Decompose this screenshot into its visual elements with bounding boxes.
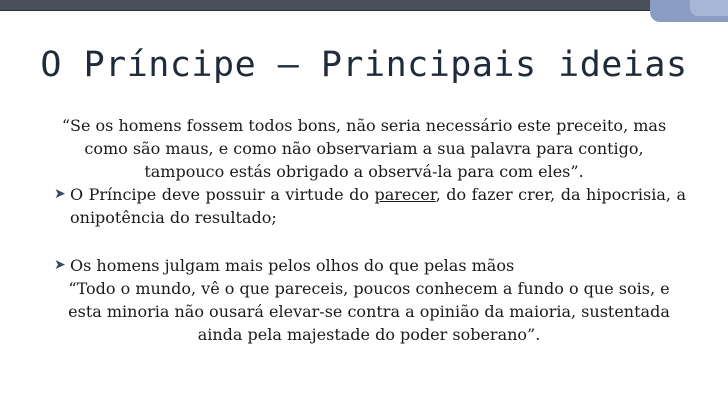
- slide-content: [0, 114, 728, 346]
- bullet-item-1: [0, 183, 728, 229]
- bullet-1-text-after: , do fazer crer, da hipocrisia, a onipotência do resultado;: [70, 185, 687, 227]
- quote-2-line-2: esta minoria não ousará elevar-se contra a opinião da maioria, sustentada: [68, 302, 670, 321]
- quote-1-line-2: como são maus, e como não observariam a sua palavra para contigo,: [84, 139, 644, 158]
- arrowhead-bullet-icon: ➤: [54, 186, 66, 202]
- bullet-1-underlined: parecer: [374, 185, 436, 204]
- quote-2-line-3: ainda pela majestade do poder soberano”.: [197, 325, 541, 344]
- bullet-2-text: Os homens julgam mais pelos olhos do que pelas mãos: [70, 256, 515, 275]
- corner-decoration: [650, 0, 728, 22]
- quote-1-line-1: “Se os homens fossem todos bons, não seria necessário este preceito, mas: [61, 116, 667, 135]
- quote-1: [0, 114, 728, 183]
- quote-2-line-1: “Todo o mundo, vê o que pareceis, poucos conhecem a fundo o que sois, e: [68, 279, 670, 298]
- quote-2: [0, 277, 728, 346]
- bullet-1-text-before: O Príncipe deve possuir a virtude do: [70, 185, 375, 204]
- top-decorative-bar: [0, 0, 728, 11]
- quote-1-line-3: tampouco estás obrigado a observá-la para com eles”.: [144, 162, 584, 181]
- arrowhead-bullet-icon: ➤: [54, 257, 66, 273]
- bullet-item-2: [0, 254, 728, 277]
- corner-decoration-accent: [690, 0, 728, 16]
- slide-title: O Príncipe – Principais ideias: [40, 45, 688, 85]
